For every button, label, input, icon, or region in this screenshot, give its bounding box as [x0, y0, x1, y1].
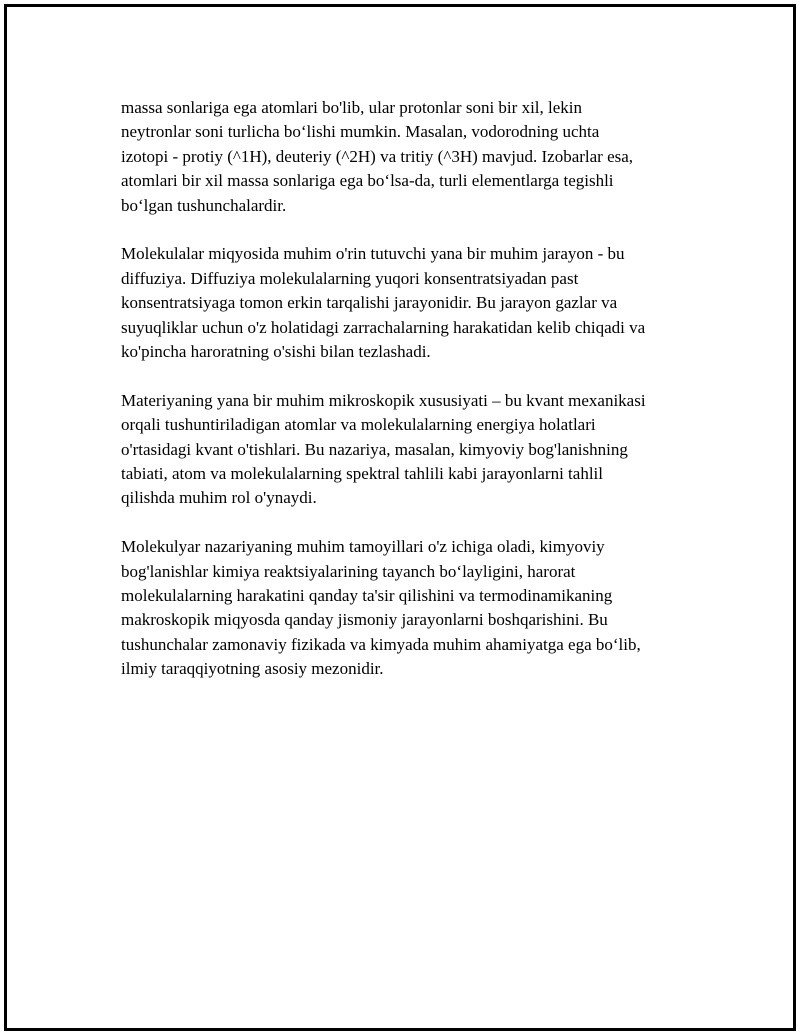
- paragraph-2: [121, 242, 701, 364]
- text-line: ilmiy taraqqiyotning asosiy mezonidir.: [121, 659, 384, 679]
- text-line: o'rtasidagi kvant o'tishlari. Bu nazariya, masalan, kimyoviy bog'lanishning: [121, 439, 628, 459]
- text-line: Molekulyar nazariyaning muhim tamoyillari o'z ichiga oladi, kimyoviy: [121, 537, 605, 557]
- text-line: orqali tushuntiriladigan atomlar va molekulalarning energiya holatlari: [121, 415, 596, 435]
- text-line: molekulalarning harakatini qanday ta'sir qilishini va termodinamikaning: [121, 586, 613, 606]
- document-body: [121, 96, 701, 706]
- paragraph-3: [121, 389, 701, 511]
- page-frame: [4, 4, 796, 1031]
- paragraph-1: [121, 96, 701, 218]
- text-line: makroskopik miqyosda qanday jismoniy jarayonlarni boshqarishini. Bu: [121, 610, 608, 630]
- paragraph-4: [121, 535, 701, 681]
- text-line: Molekulalar miqyosida muhim o'rin tutuvchi yana bir muhim jarayon - bu: [121, 244, 625, 264]
- text-line: massa sonlariga ega atomlari bo'lib, ular protonlar soni bir xil, lekin: [121, 98, 583, 117]
- text-line: bog'lanishlar kimiya reaktsiyalarining tayanch bo‘layligini, harorat: [121, 561, 576, 581]
- text-line: tabiati, atom va molekulalarning spektral tahlili kabi jarayonlarni tahlil: [121, 464, 603, 484]
- text-line: izotopi - protiy (^1H), deuteriy (^2H) va tritiy (^3H) mavjud. Izobarlar esa,: [121, 146, 634, 166]
- text-line: konsentratsiyaga tomon erkin tarqalishi jarayonidir. Bu jarayon gazlar va: [121, 293, 618, 313]
- text-line: neytronlar soni turlicha bo‘lishi mumkin. Masalan, vodorodning uchta: [121, 122, 600, 142]
- text-line: tushunchalar zamonaviy fizikada va kimyada muhim ahamiyatga ega bo‘lib,: [121, 634, 641, 654]
- text-line: diffuziya. Diffuziya molekulalarning yuqori konsentratsiyadan past: [121, 268, 579, 288]
- text-line: qilishda muhim rol o'ynaydi.: [121, 488, 317, 508]
- text-line: atomlari bir xil massa sonlariga ega bo‘lsa-da, turli elementlarga tegishli: [121, 171, 614, 191]
- text-line: suyuqliklar uchun o'z holatidagi zarrachalarning harakatidan kelib chiqadi va: [121, 317, 646, 337]
- text-line: ko'pincha haroratning o'sishi bilan tezlashadi.: [121, 342, 431, 362]
- text-line: Materiyaning yana bir muhim mikroskopik xususiyati – bu kvant mexanikasi: [121, 390, 646, 410]
- text-line: bo‘lgan tushunchalardir.: [121, 195, 287, 215]
